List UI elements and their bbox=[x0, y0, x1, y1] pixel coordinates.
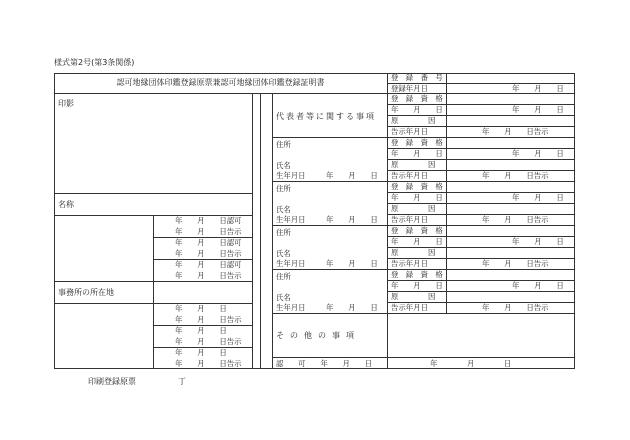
divider bbox=[272, 93, 273, 369]
divider bbox=[272, 181, 387, 182]
person-name-label: 氏名 bbox=[276, 205, 291, 214]
divider bbox=[272, 225, 387, 226]
group-name-label: 名称 bbox=[58, 200, 74, 209]
registration-status-label: 登 録 資 格 bbox=[391, 94, 443, 103]
date-label: 年 月 日 bbox=[391, 237, 443, 246]
registration-status-label: 登 録 資 格 bbox=[391, 182, 443, 191]
office-row: 年 月 日告示 bbox=[175, 315, 242, 324]
divider bbox=[272, 357, 575, 358]
office-row: 年 月 日告示 bbox=[175, 359, 242, 368]
divider bbox=[54, 193, 252, 194]
divider bbox=[272, 269, 387, 270]
birth-date-value: 年 月 日 bbox=[326, 215, 378, 224]
address-label: 住所 bbox=[276, 184, 291, 193]
page-marker: 丁 bbox=[178, 377, 186, 386]
address-label: 住所 bbox=[276, 140, 291, 149]
notice-date-value: 年 月 日告示 bbox=[482, 171, 549, 180]
registration-number-label: 登 録 番 号 bbox=[391, 73, 443, 82]
cause-label: 原 因 bbox=[391, 160, 436, 169]
notice-date-value: 年 月 日告示 bbox=[482, 127, 549, 136]
registration-status-label: 登 録 資 格 bbox=[391, 226, 443, 235]
divider bbox=[272, 313, 387, 314]
notice-date-value: 年 月 日告示 bbox=[482, 215, 549, 224]
cause-label: 原 因 bbox=[391, 116, 436, 125]
office-row: 年 月 日 bbox=[175, 304, 227, 313]
date-value: 年 月 日 bbox=[512, 193, 564, 202]
birth-date-label: 生年月日 bbox=[276, 259, 306, 268]
form-number: 様式第2号(第3条関係) bbox=[54, 58, 135, 67]
office-row: 年 月 日告示 bbox=[175, 337, 242, 346]
form-title: 認可地縁団体印鑑登録原票兼認可地縁団体印鑑登録証明書 bbox=[116, 78, 325, 87]
address-label: 住所 bbox=[276, 272, 291, 281]
notice-date-value: 年 月 日告示 bbox=[482, 259, 549, 268]
address-label: 住所 bbox=[276, 228, 291, 237]
date-label: 年 月 日 bbox=[391, 105, 443, 114]
office-row: 年 月 日 bbox=[175, 326, 227, 335]
notice-date-label: 告示年月日 bbox=[391, 215, 428, 224]
birth-date-value: 年 月 日 bbox=[326, 303, 378, 312]
name-row: 年 月 日認可 bbox=[175, 260, 242, 269]
divider bbox=[252, 93, 253, 369]
registration-date-value: 年 月 日 bbox=[512, 84, 564, 93]
name-row: 年 月 日認可 bbox=[175, 216, 242, 225]
office-row: 年 月 日 bbox=[175, 348, 227, 357]
approval-date-label: 認 可 年 月 日 bbox=[276, 359, 373, 368]
name-row: 年 月 日告示 bbox=[175, 249, 242, 258]
date-label: 年 月 日 bbox=[391, 193, 443, 202]
notice-date-label: 告示年月日 bbox=[391, 127, 428, 136]
notice-date-label: 告示年月日 bbox=[391, 259, 428, 268]
divider bbox=[260, 93, 261, 369]
birth-date-value: 年 月 日 bbox=[326, 171, 378, 180]
person-name-label: 氏名 bbox=[276, 293, 291, 302]
date-value: 年 月 日 bbox=[512, 149, 564, 158]
person-name-label: 氏名 bbox=[276, 161, 291, 170]
date-value: 年 月 日 bbox=[512, 237, 564, 246]
name-row: 年 月 日認可 bbox=[175, 238, 242, 247]
seal-registration-label: 印刷登録原票 bbox=[88, 377, 136, 386]
notice-date-label: 告示年月日 bbox=[391, 303, 428, 312]
birth-date-label: 生年月日 bbox=[276, 171, 306, 180]
cause-label: 原 因 bbox=[391, 204, 436, 213]
cause-label: 原 因 bbox=[391, 292, 436, 301]
approval-date-value: 年 月 日 bbox=[430, 359, 512, 368]
divider bbox=[387, 313, 575, 314]
representative-section-header: 代表者等に関する事項 bbox=[276, 112, 376, 121]
registration-date-label: 登録年月日 bbox=[391, 84, 428, 93]
registration-status-label: 登 録 資 格 bbox=[391, 270, 443, 279]
date-label: 年 月 日 bbox=[391, 281, 443, 290]
person-name-label: 氏名 bbox=[276, 249, 291, 258]
cause-label: 原 因 bbox=[391, 248, 436, 257]
birth-date-label: 生年月日 bbox=[276, 303, 306, 312]
birth-date-label: 生年月日 bbox=[276, 215, 306, 224]
date-value: 年 月 日 bbox=[512, 105, 564, 114]
office-address-label: 事務所の所在地 bbox=[58, 288, 114, 297]
date-label: 年 月 日 bbox=[391, 149, 443, 158]
divider bbox=[446, 73, 447, 313]
name-row: 年 月 日告示 bbox=[175, 227, 242, 236]
divider bbox=[387, 73, 388, 369]
name-row: 年 月 日告示 bbox=[175, 271, 242, 280]
date-value: 年 月 日 bbox=[512, 281, 564, 290]
divider bbox=[54, 93, 387, 94]
birth-date-value: 年 月 日 bbox=[326, 259, 378, 268]
notice-date-label: 告示年月日 bbox=[391, 171, 428, 180]
divider bbox=[272, 137, 387, 138]
divider bbox=[54, 281, 252, 282]
registration-status-label: 登 録 資 格 bbox=[391, 138, 443, 147]
divider bbox=[153, 215, 154, 369]
notice-date-value: 年 月 日告示 bbox=[482, 303, 549, 312]
other-matters-label: その他の事項 bbox=[276, 331, 360, 340]
seal-impression-label: 印影 bbox=[58, 99, 74, 108]
